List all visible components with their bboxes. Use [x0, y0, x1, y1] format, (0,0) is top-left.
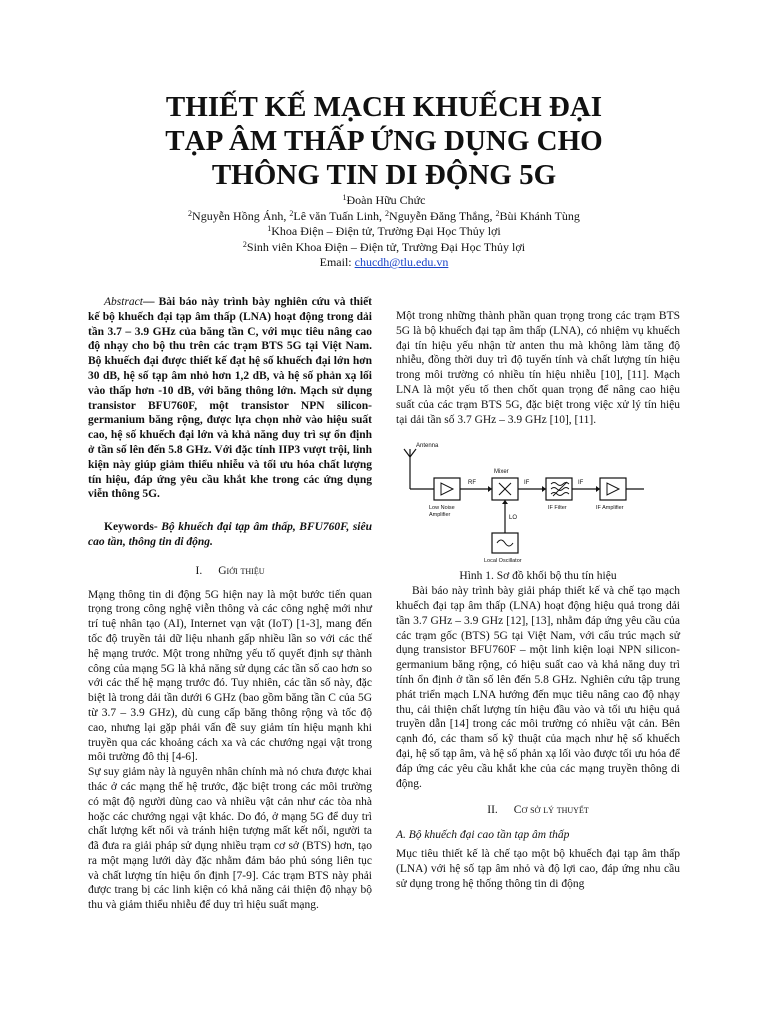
- author-name: Lê văn Tuấn Linh,: [293, 208, 386, 223]
- if-label-2: IF: [578, 480, 584, 487]
- lna-label-1: Low Noise: [429, 505, 455, 512]
- lo-label: LO: [509, 515, 518, 522]
- keywords: [88, 520, 372, 550]
- author-line-2: $^2$Nguyễn Hồng Ánh, $^2$Lê văn Tuấn Linh, $^2$Nguyễn Đăng Thắng, $^2$Bùi Khánh Tùng: [188, 208, 580, 223]
- figure-1: [396, 437, 680, 567]
- receiver-block-diagram: [396, 437, 680, 567]
- keywords-label: Keywords-: [104, 521, 162, 534]
- if-amplifier-block: [600, 478, 626, 500]
- title-line-2: TẠP ÂM THẤP ỨNG DỤNG CHO: [165, 125, 603, 157]
- section-heading-2: II. Cơ sở lý thuyết: [487, 804, 589, 817]
- author-name: Nguyễn Hồng Ánh,: [192, 208, 290, 223]
- lna-block: [434, 478, 460, 500]
- author-name: Nguyễn Đăng Thắng,: [389, 208, 496, 223]
- section-heading-1: I. Giới thiệu: [195, 564, 265, 577]
- title-line-1: THIẾT KẾ MẠCH KHUẾCH ĐẠI: [165, 91, 603, 123]
- left-column: [88, 295, 372, 913]
- author-name: Đoàn Hữu Chức: [346, 193, 426, 207]
- theory-paragraph-1: Mục tiêu thiết kế là chế tạo một bộ khuếch đại tạp âm thấp (LNA) với hệ số tạp âm nhỏ và độ lợi cao, đáp ứng nhu cầu sử dụng trong hệ thống thông tin di động: [396, 847, 680, 890]
- mixer-label: Mixer: [494, 469, 509, 476]
- if-filter-label: IF Filter: [548, 505, 567, 512]
- email-line: Email: chucdh@tlu.edu.vn: [319, 255, 449, 269]
- author-block: [84, 193, 684, 271]
- local-oscillator-label: Local Oscillator: [484, 558, 522, 565]
- paper-title: [84, 90, 684, 192]
- intro-paragraph-3: Một trong những thành phần quan trọng trong các trạm BTS 5G là bộ khuếch đại tạp âm thấp (LNA), có nhiệm vụ khuếch đại tín hiệu yếu nhận từ anten thu mà không làm tăng độ nhiễu, đồng thời duy trì độ tuyến tính và chất lượng tín hiệu trong môi trường có nhiều tín hiệu nhiễu [10], [11]. Mạch LNA là một yếu tố then chốt quan trọng để nâng cao hiệu suất của các trạm BTS 5G, đặc biệt trong việc xử lý tín hiệu tại dải tần số 3.7 GHz – 3.9 GHz [10], [11].: [396, 310, 680, 426]
- right-column: [396, 309, 680, 891]
- abstract-text: Bài báo này trình bày nghiên cứu và thiết kế bộ khuếch đại tạp âm thấp (LNA) hoạt động trong dải tần 3.7 – 3.9 GHz của băng tần C, với mục tiêu nâng cao độ nhạy cho bộ thu trên các trạm BTS 5G tại Việt Nam. Bộ khuếch đại được thiết kế đạt hệ số khuếch đại lớn hơn 30 dB, hệ số tạp âm nhỏ hơn 1,2 dB, và hệ số phản xạ lối vào thấp hơn -10 dB, với băng thông lớn. Mạch sử dụng transistor BFU760F, một transistor NPN silicon-germanium băng rộng, được lựa chọn nhờ vào hiệu suất cao, hệ số khuếch đại lớn và khả năng duy trì sự ổn định ở tần số lên đến 5.8 GHz. Với đặc tính IIP3 vượt trội, linh kiện này giúp giảm thiểu nhiễu và tối ưu hóa chất lượng tín hiệu, đáp ứng yêu cầu khắt khe trong các ứng dụng viễn thông 5G.: [88, 296, 373, 501]
- antenna-icon: [404, 449, 416, 489]
- intro-paragraph-2: Sự suy giảm này là nguyên nhân chính mà nó chưa được khai thác ở các mạng thế hệ trước, đặc biệt trong các môi trường có mật độ người dùng cao và nhiều vật cản như các tòa nhà hoặc các chướng ngại vật khác. Do đó, ở mạng 5G để duy trì chất lượng kết nối và tránh hiện tượng mất kết nối, người ta đã đưa ra giải pháp sử dụng nhiều trạm cơ sở (BTS) hơn, tạo ra một mạng lưới dày đặc nhằm đảm bảo phủ sóng liên tục và chất lượng tín hiệu ổn định [7-9]. Các trạm BTS này phải được trang bị các linh kiện có khả năng cải thiện độ nhạy bộ thu và giảm thiểu nhiễu để duy trì hiệu suất mạng.: [88, 766, 372, 912]
- intro-paragraph-1: Mạng thông tin di động 5G hiện nay là một bước tiến quan trọng trong công nghệ viễn thông và các công nghệ mới như trí tuệ nhân tạo (AI), Internet vạn vật (IoT) [1-3], mang đến tốc độ truyền tải dữ liệu nhanh gấp nhiều lần so với các thế hệ mạng trước. Một trong những yếu tố quyết định sự thành công của mạng 5G là khả năng sử dụng các tần số cao hơn so với các thế hệ mạng trước đó. Tuy nhiên, các tần số này, đặc biệt là trong dải tần dưới 6 GHz (bao gồm băng tần C của 5G từ 3.7 – 3.9 GHz), dù cung cấp băng thông rộng và tốc độ cao, nhưng lại gặp phải vấn đề suy giảm tín hiệu mạnh khi truyền qua các khoảng cách xa và các chướng ngại vật trong môi trường đô thị [4-6].: [88, 588, 372, 764]
- abstract-label: Abstract: [104, 296, 143, 308]
- antenna-label: Antenna: [416, 443, 439, 450]
- if-label-1: IF: [524, 480, 530, 487]
- affiliation-2: $^2$Sinh viên Khoa Điện – Điện tử, Trường Đại Học Thủy lợi: [242, 239, 526, 254]
- if-filter-block: [546, 478, 572, 500]
- title-line-3: THÔNG TIN DI ĐỘNG 5G: [211, 159, 557, 191]
- figure-1-caption: Hình 1. Sơ đồ khối bộ thu tín hiệu: [459, 570, 617, 583]
- if-amplifier-label: IF Amplifier: [596, 505, 624, 512]
- intro-paragraph-4: Bài báo này trình bày giải pháp thiết kế và chế tạo mạch khuếch đại tạp âm thấp (LNA) hoạt động hiệu quả trong dải tần 3.7 GHz – 3.9 GHz [12], [13], nhằm đáp ứng yêu cầu của các trạm gốc (BTS) 5G tại Việt Nam, với cấu trúc mạch sử dụng transistor BFU760F – một linh kiện loại NPN silicon-germanium băng rộng, có hiệu suất cao và khả năng duy trì tính ổn định ở tần số lên đến 5.8 GHz. Nghiên cứu tập trung phát triển mạch LNA hướng đến mục tiêu nâng cao độ nhạy thu, cải thiện chất lượng tín hiệu đầu vào và tối ưu hiệu quả truyền dẫn [14] trong các môi trường có nhiều vật cản. Bên cạnh đó, các tham số kỹ thuật của mạch như hệ số khuếch đại, hệ số tạp âm, và hệ số phản xạ lối vào được tối ưu hóa để đáp ứng các yêu cầu khắt khe của các mạng truyền thông di động.: [396, 585, 680, 790]
- lna-label-2: Amplifier: [429, 512, 451, 519]
- rf-label: RF: [468, 480, 476, 487]
- email-link[interactable]: chucdh@tlu.edu.vn: [354, 255, 449, 269]
- keywords-text: Bộ khuếch đại tạp âm thấp, BFU760F, siêu cao tần, thông tin di động.: [88, 521, 372, 548]
- affiliation-1: $^1$Khoa Điện – Điện tử, Trường Đại Học Thủy lợi: [267, 224, 501, 238]
- abstract: Abstract— Bài báo này trình bày nghiên cứu và thiết kế bộ khuếch đại tạp âm thấp (LNA) hoạt động trong dải tần 3.7 – 3.9 GHz của băng tần C, với mục tiêu nâng cao độ nhạy cho bộ thu trên các trạm BTS 5G tại Việt Nam. Bộ khuếch đại được thiết kế đạt hệ số khuếch đại lớn hơn 30 dB, hệ số tạp âm nhỏ hơn 1,2 dB, và hệ số phản xạ lối vào thấp hơn -10 dB, với băng thông lớn. Mạch sử dụng transistor BFU760F, một transistor NPN silicon-germanium băng rộng, được lựa chọn nhờ vào hiệu suất cao, hệ số khuếch đại lớn và khả năng duy trì sự ổn định ở tần số lên đến 5.8 GHz. Với đặc tính IIP3 vượt trội, linh kiện này giúp giảm thiểu nhiễu và tối ưu hóa chất lượng tín hiệu, đáp ứng yêu cầu khắt khe trong các ứng dụng viễn thông 5G.: [88, 296, 373, 501]
- subsection-heading-a: A. Bộ khuếch đại cao tần tạp âm thấp: [396, 829, 570, 842]
- author-line-1: $^1$Đoàn Hữu Chức: [342, 193, 426, 207]
- author-name: Bùi Khánh Tùng: [499, 208, 580, 223]
